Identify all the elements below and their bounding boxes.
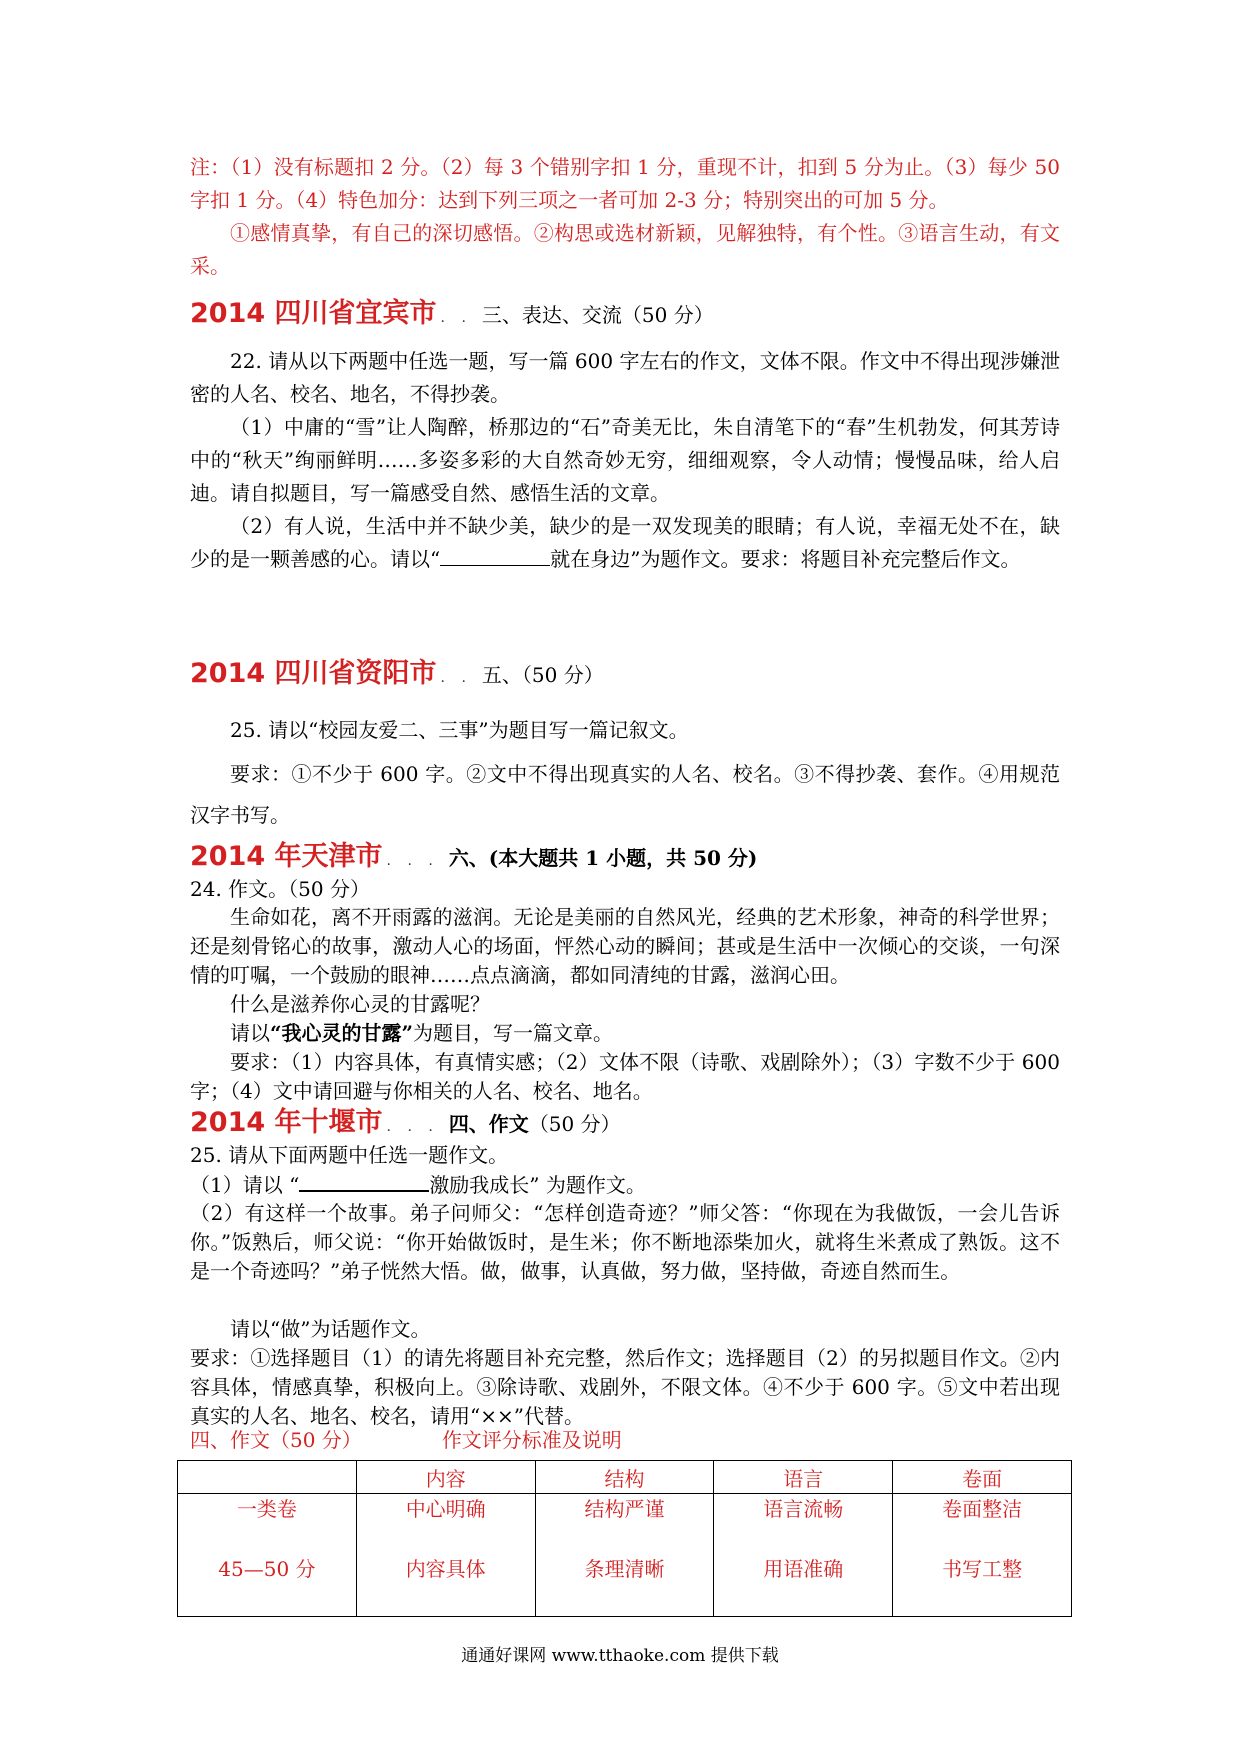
prompt-question: 什么是滋养你心灵的甘露呢？ bbox=[230, 992, 490, 1016]
table-cell bbox=[356, 1494, 535, 1617]
section-heading-shiyan bbox=[190, 1105, 621, 1145]
question-text: 25. 请以“校园友爱二、三事”为题目写一篇记叙文。 bbox=[230, 718, 689, 742]
question-text: 25. 请从下面两题中任选一题作文。 bbox=[190, 1143, 509, 1167]
prompt-instruction bbox=[190, 1019, 1060, 1048]
question-option-1: （1）中庸的“雪”让人陶醉，桥那边的“石”奇美无比，朱自清笔下的“春”生机勃发，何其芳诗中的“秋天”绚丽鲜明……多姿多彩的大自然奇妙无穷，细细观察，令人动情；慢慢品味，给人启迪。请自拟题目，写一篇感受自然、感悟生活的文章。 bbox=[190, 415, 1060, 505]
grading-table-title: 作文评分标准及说明 bbox=[441, 1428, 622, 1452]
section-title: 2014 年天津市 bbox=[190, 841, 383, 872]
prompt-paragraph: 生命如花，离不开雨露的滋润。无论是美丽的自然风光，经典的艺术形象，神奇的科学世界；还是刻骨铭心的故事，激动人心的场面，怦然心动的瞬间；甚或是生活中一次倾心的交谈，一句深情的叮嘱，一个鼓励的眼神……点点滴滴，都如同清纯的甘露，滋润心田。 bbox=[190, 905, 1060, 987]
section-heading-yibin bbox=[190, 296, 714, 336]
section-heading-ziyang bbox=[190, 656, 604, 696]
question-option-1 bbox=[190, 1170, 1060, 1200]
table-cell bbox=[714, 1494, 893, 1617]
question-text: 24. 作文。（50 分） bbox=[190, 877, 370, 901]
essay-title: “我心灵的甘露” bbox=[270, 1021, 414, 1045]
table-row bbox=[178, 1494, 1072, 1617]
option-text: （1）请以 “ bbox=[190, 1173, 300, 1197]
instruction-text: 请以 bbox=[230, 1021, 270, 1045]
cell-text: 内容具体 bbox=[405, 1557, 486, 1581]
dot-leader: . . . bbox=[386, 1119, 439, 1135]
section-subtitle: 五、（50 分） bbox=[481, 663, 604, 687]
cell-text: 中心明确 bbox=[405, 1497, 486, 1521]
section-title: 2014 四川省宜宾市 bbox=[190, 298, 437, 329]
fill-blank bbox=[299, 1170, 429, 1192]
option-text: 就在身边”为题作文。要求：将题目补充完整后作文。 bbox=[550, 547, 1021, 571]
question-option-2: （2）有这样一个故事。弟子问师父：“怎样创造奇迹？”师父答：“你现在为我做饭，一会儿告诉你。”饭熟后，师父说：“你开始做饭时，是生米；你不断地添柴加火，就将生米煮成了熟饭。这不是一个奇迹吗？”弟子恍然大悟。做，做事，认真做，努力做，坚持做，奇迹自然而生。 bbox=[190, 1201, 1060, 1283]
cell-text: 语言流畅 bbox=[763, 1497, 844, 1521]
table-header-cell: 结构 bbox=[535, 1461, 714, 1494]
requirements: 要求：（1）内容具体，有真情实感；（2）文体不限（诗歌、戏剧除外）；（3）字数不少于 600 字；（4）文中请回避与你相关的人名、校名、地名。 bbox=[190, 1050, 1060, 1103]
question-option-2 bbox=[190, 510, 1060, 576]
option-text: （2）有人说，生活中并不缺少美，缺少的是一双发现美的眼睛；有人说，幸福无处不在，缺少的是一颗善感的心。请以“ bbox=[190, 514, 1060, 571]
table-cell bbox=[178, 1494, 357, 1617]
page-footer: 通通好课网 www.tthaoke.com 提供下载 bbox=[461, 1646, 779, 1666]
cell-text: 书写工整 bbox=[942, 1557, 1023, 1581]
option-text: 激励我成长” 为题作文。 bbox=[429, 1173, 646, 1197]
grading-heading bbox=[190, 1425, 622, 1455]
dot-leader: . . bbox=[440, 310, 472, 326]
cell-text: 卷面整洁 bbox=[942, 1497, 1023, 1521]
cell-text: 一类卷 bbox=[236, 1497, 297, 1521]
table-cell bbox=[535, 1494, 714, 1617]
cell-text: 条理清晰 bbox=[584, 1557, 665, 1581]
table-header-row bbox=[178, 1461, 1072, 1494]
grading-note: 注：（1）没有标题扣 2 分。（2）每 3 个错别字扣 1 分，重现不计，扣到 5 分为止。（3）每少 50 字扣 1 分。（4）特色加分：达到下列三项之一者可加 2-3 分；特别突出的可加 5 分。 bbox=[190, 155, 1060, 212]
topic-instruction: 请以“做”为话题作文。 bbox=[230, 1317, 431, 1341]
section-score: （50 分） bbox=[528, 1112, 621, 1136]
table-header-cell: 内容 bbox=[356, 1461, 535, 1494]
grading-section-label: 四、作文（50 分） bbox=[190, 1428, 362, 1452]
cell-text: 45—50 分 bbox=[218, 1557, 316, 1581]
cell-text: 用语准确 bbox=[763, 1557, 844, 1581]
requirements: 要求：①不少于 600 字。②文中不得出现真实的人名、校名。③不得抄袭、套作。④用规范汉字书写。 bbox=[190, 762, 1060, 827]
section-subtitle: 三、表达、交流（50 分） bbox=[481, 303, 714, 327]
question-intro: 22. 请从以下两题中任选一题，写一篇 600 字左右的作文，文体不限。作文中不得出现涉嫌泄密的人名、校名、地名，不得抄袭。 bbox=[190, 349, 1060, 406]
dot-leader: . . bbox=[440, 670, 472, 686]
dot-leader: . . . bbox=[386, 853, 439, 869]
cell-text: 结构严谨 bbox=[584, 1497, 665, 1521]
grading-note-criteria: ①感情真挚，有自己的深切感悟。②构思或选材新颖，见解独特，有个性。③语言生动，有文采。 bbox=[190, 221, 1060, 278]
section-title: 2014 四川省资阳市 bbox=[190, 658, 437, 689]
fill-blank bbox=[440, 545, 550, 566]
grading-table bbox=[177, 1460, 1072, 1617]
table-header-cell bbox=[178, 1461, 357, 1494]
section-title: 2014 年十堰市 bbox=[190, 1107, 383, 1138]
requirements: 要求：①选择题目（1）的请先将题目补充完整，然后作文；选择题目（2）的另拟题目作文。②内容具体，情感真挚，积极向上。③除诗歌、戏剧外，不限文体。④不少于 600 字。⑤文中若出现真实的人名、地名、校名，请用“××”代替。 bbox=[190, 1346, 1060, 1428]
table-cell bbox=[893, 1494, 1072, 1617]
table-header-cell: 卷面 bbox=[893, 1461, 1072, 1494]
instruction-text: 为题目，写一篇文章。 bbox=[413, 1021, 614, 1045]
section-subtitle: 六、(本大题共 1 小题，共 50 分) bbox=[448, 846, 758, 870]
section-heading-tianjin bbox=[190, 839, 757, 879]
section-subtitle: 四、作文 bbox=[448, 1112, 529, 1136]
table-header-cell: 语言 bbox=[714, 1461, 893, 1494]
